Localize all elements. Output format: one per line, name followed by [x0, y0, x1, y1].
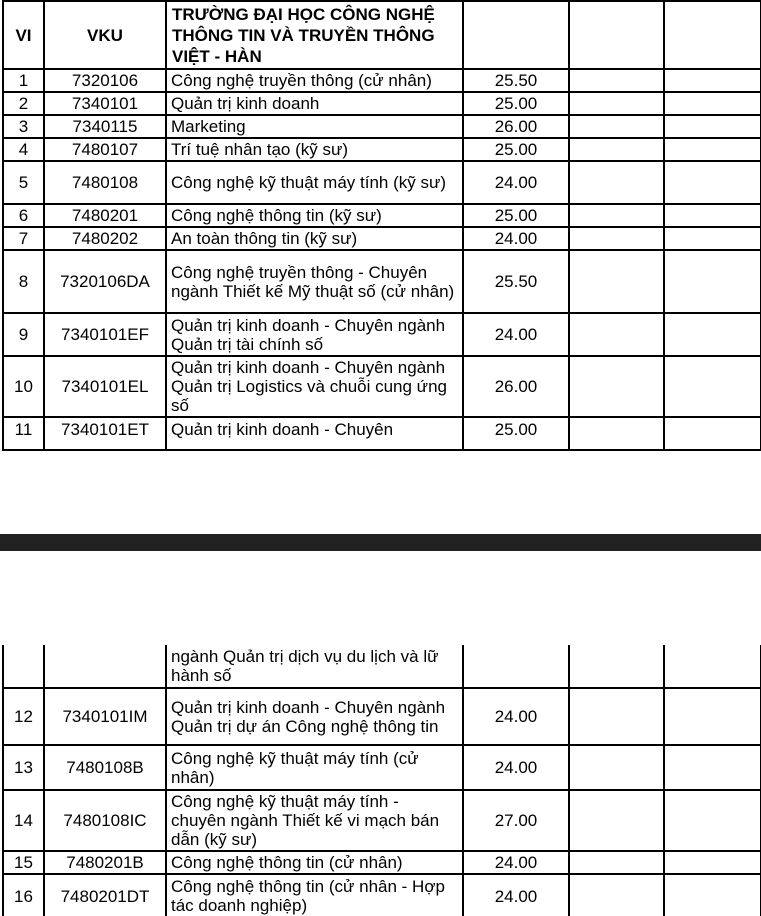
- empty-cell: [569, 161, 664, 204]
- empty-cell: [664, 645, 761, 688]
- empty-cell: [569, 250, 664, 313]
- score-cell: 25.50: [463, 250, 569, 313]
- row-number-cell: 13: [3, 745, 44, 790]
- col-header-vku: VKU: [44, 1, 166, 69]
- empty-cell: [664, 874, 761, 916]
- empty-cell: [664, 356, 761, 417]
- row-number-cell: 10: [3, 356, 44, 417]
- table-row: [3, 250, 761, 313]
- row-number-cell: [3, 645, 44, 688]
- empty-cell: [569, 417, 664, 450]
- row-number-cell: 9: [3, 313, 44, 356]
- empty-cell: [664, 851, 761, 874]
- score-table-page1: [2, 0, 761, 451]
- score-cell: 24.00: [463, 227, 569, 250]
- score-cell: [463, 645, 569, 688]
- table-row: [3, 417, 761, 450]
- table-row: [3, 790, 761, 851]
- major-code-cell: 7340101IM: [44, 688, 166, 745]
- table-row: [3, 204, 761, 227]
- major-name-cell: ngành Quản trị dịch vụ du lịch và lữ hành số: [166, 645, 463, 688]
- major-name-cell: An toàn thông tin (kỹ sư): [166, 227, 463, 250]
- score-cell: 27.00: [463, 790, 569, 851]
- table-row: [3, 851, 761, 874]
- major-code-cell: 7340101: [44, 92, 166, 115]
- empty-cell: [664, 417, 761, 450]
- table-row: [3, 161, 761, 204]
- empty-cell: [569, 92, 664, 115]
- major-code-cell: [44, 645, 166, 688]
- major-name-cell: Công nghệ truyền thông (cử nhân): [166, 69, 463, 92]
- col-header-empty-2: [569, 1, 664, 69]
- empty-cell: [569, 204, 664, 227]
- score-table-page2: [2, 645, 761, 916]
- empty-cell: [664, 204, 761, 227]
- table-row: [3, 69, 761, 92]
- major-code-cell: 7480108: [44, 161, 166, 204]
- major-code-cell: 7320106DA: [44, 250, 166, 313]
- col-header-empty-3: [664, 1, 761, 69]
- empty-cell: [569, 790, 664, 851]
- row-number-cell: 7: [3, 227, 44, 250]
- row-number-cell: 3: [3, 115, 44, 138]
- empty-cell: [569, 688, 664, 745]
- empty-cell: [664, 69, 761, 92]
- row-number-cell: 11: [3, 417, 44, 450]
- score-cell: 25.50: [463, 69, 569, 92]
- col-header-empty-1: [463, 1, 569, 69]
- empty-cell: [569, 227, 664, 250]
- major-name-cell: Công nghệ thông tin (cử nhân): [166, 851, 463, 874]
- major-code-cell: 7480108IC: [44, 790, 166, 851]
- score-cell: 25.00: [463, 92, 569, 115]
- empty-cell: [569, 138, 664, 161]
- table-row: [3, 745, 761, 790]
- row-number-cell: 2: [3, 92, 44, 115]
- major-name-cell: Marketing: [166, 115, 463, 138]
- empty-cell: [664, 227, 761, 250]
- table-row: [3, 313, 761, 356]
- empty-cell: [569, 851, 664, 874]
- empty-cell: [569, 69, 664, 92]
- major-code-cell: 7480107: [44, 138, 166, 161]
- major-name-cell: Công nghệ thông tin (kỹ sư): [166, 204, 463, 227]
- row-number-cell: 5: [3, 161, 44, 204]
- score-cell: 24.00: [463, 313, 569, 356]
- university-title: TRƯỜNG ĐẠI HỌC CÔNG NGHỆ THÔNG TIN VÀ TRUYỀN THÔNG VIỆT - HÀN: [166, 1, 463, 69]
- empty-cell: [569, 745, 664, 790]
- score-cell: 26.00: [463, 356, 569, 417]
- empty-cell: [664, 688, 761, 745]
- score-cell: 25.00: [463, 138, 569, 161]
- col-header-vi: VI: [3, 1, 44, 69]
- row-number-cell: 14: [3, 790, 44, 851]
- empty-cell: [569, 874, 664, 916]
- major-name-cell: Quản trị kinh doanh - Chuyên ngành Quản trị dự án Công nghệ thông tin: [166, 688, 463, 745]
- major-code-cell: 7320106: [44, 69, 166, 92]
- major-code-cell: 7340101ET: [44, 417, 166, 450]
- empty-cell: [569, 356, 664, 417]
- page-break-bar: [0, 534, 761, 551]
- empty-cell: [664, 138, 761, 161]
- major-code-cell: 7480202: [44, 227, 166, 250]
- score-cell: 24.00: [463, 745, 569, 790]
- major-code-cell: 7480201: [44, 204, 166, 227]
- major-name-cell: Trí tuệ nhân tạo (kỹ sư): [166, 138, 463, 161]
- empty-cell: [664, 92, 761, 115]
- table-row: [3, 227, 761, 250]
- major-name-cell: Quản trị kinh doanh - Chuyên ngành Quản trị tài chính số: [166, 313, 463, 356]
- empty-cell: [664, 745, 761, 790]
- row-number-cell: 1: [3, 69, 44, 92]
- major-name-cell: Quản trị kinh doanh - Chuyên ngành Quản trị Logistics và chuỗi cung ứng số: [166, 356, 463, 417]
- major-name-cell: Công nghệ thông tin (cử nhân - Hợp tác doanh nghiệp): [166, 874, 463, 916]
- empty-cell: [664, 250, 761, 313]
- major-code-cell: 7340115: [44, 115, 166, 138]
- score-cell: 24.00: [463, 874, 569, 916]
- table-row: [3, 138, 761, 161]
- empty-cell: [569, 645, 664, 688]
- empty-cell: [569, 115, 664, 138]
- table-row: [3, 92, 761, 115]
- row-number-cell: 8: [3, 250, 44, 313]
- major-name-cell: Công nghệ kỹ thuật máy tính - chuyên ngành Thiết kế vi mạch bán dẫn (kỹ sư): [166, 790, 463, 851]
- major-code-cell: 7480201DT: [44, 874, 166, 916]
- table-row: [3, 645, 761, 688]
- row-number-cell: 15: [3, 851, 44, 874]
- major-code-cell: 7480108B: [44, 745, 166, 790]
- empty-cell: [664, 115, 761, 138]
- major-code-cell: 7340101EL: [44, 356, 166, 417]
- table-row: [3, 688, 761, 745]
- score-cell: 24.00: [463, 688, 569, 745]
- empty-cell: [664, 790, 761, 851]
- row-number-cell: 12: [3, 688, 44, 745]
- row-number-cell: 6: [3, 204, 44, 227]
- empty-cell: [664, 161, 761, 204]
- header-row: [3, 1, 761, 69]
- major-name-cell: Công nghệ kỹ thuật máy tính (cử nhân): [166, 745, 463, 790]
- score-cell: 24.00: [463, 851, 569, 874]
- empty-cell: [569, 313, 664, 356]
- major-name-cell: Quản trị kinh doanh: [166, 92, 463, 115]
- score-cell: 26.00: [463, 115, 569, 138]
- major-name-cell: Công nghệ kỹ thuật máy tính (kỹ sư): [166, 161, 463, 204]
- table-row: [3, 874, 761, 916]
- score-cell: 25.00: [463, 417, 569, 450]
- score-cell: 24.00: [463, 161, 569, 204]
- major-code-cell: 7480201B: [44, 851, 166, 874]
- row-number-cell: 16: [3, 874, 44, 916]
- table-row: [3, 356, 761, 417]
- empty-cell: [664, 313, 761, 356]
- table-row: [3, 115, 761, 138]
- major-name-cell: Quản trị kinh doanh - Chuyên: [166, 417, 463, 450]
- row-number-cell: 4: [3, 138, 44, 161]
- major-name-cell: Công nghệ truyền thông - Chuyên ngành Thiết kế Mỹ thuật số (cử nhân): [166, 250, 463, 313]
- major-code-cell: 7340101EF: [44, 313, 166, 356]
- score-cell: 25.00: [463, 204, 569, 227]
